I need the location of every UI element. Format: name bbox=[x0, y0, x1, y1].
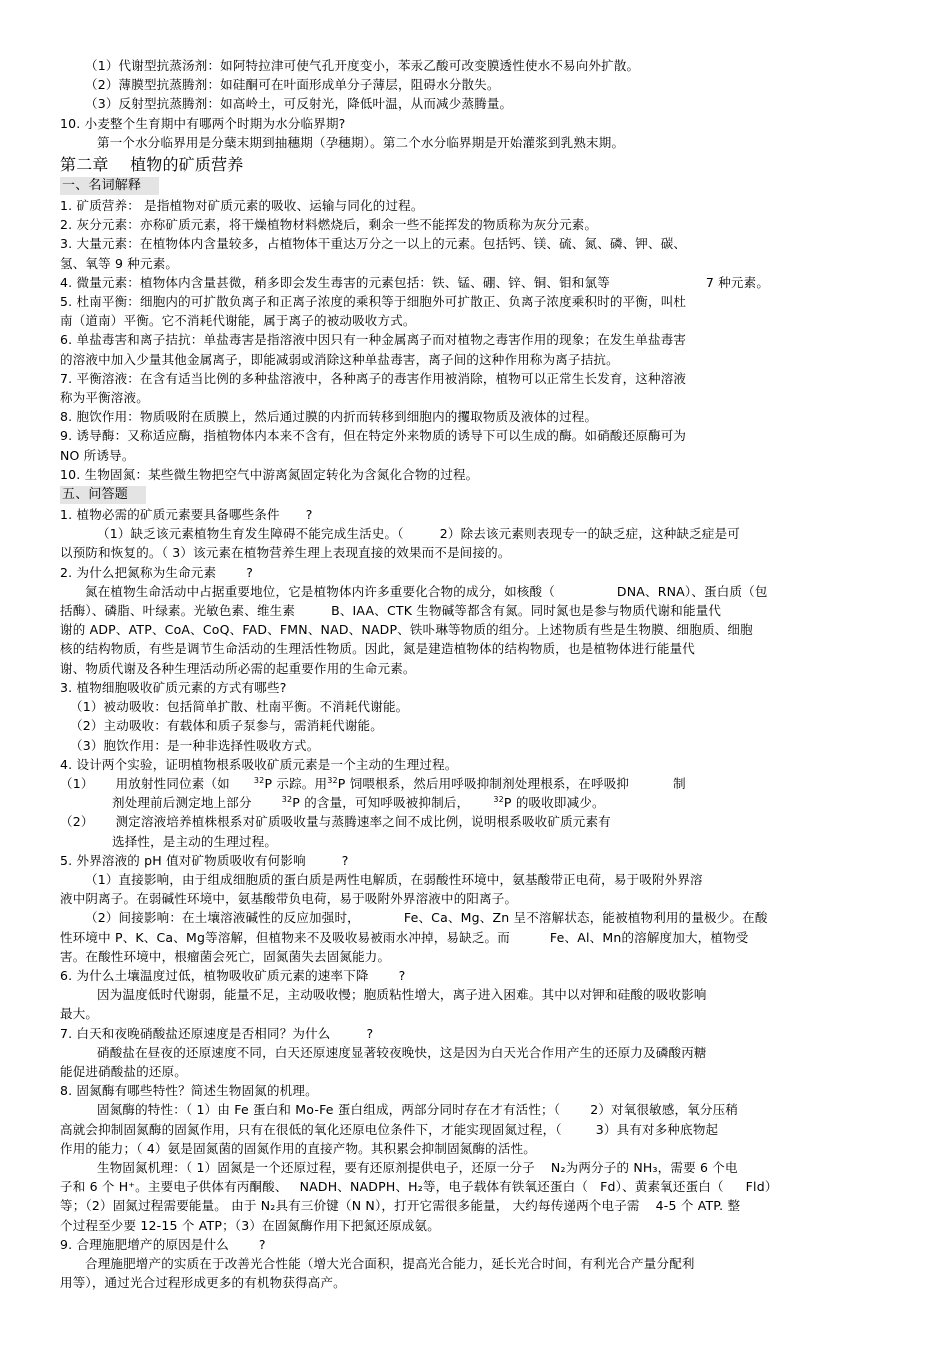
text-run: （1）缺乏该元素植物生育发生障碍不能完成生活史。（ bbox=[97, 526, 404, 542]
text-run: 9. 合理施肥增产的原因是什么 bbox=[60, 1236, 229, 1252]
text-line: 南（道南）平衡。它不消耗代谢能，属于离子的被动吸收方式。 bbox=[60, 313, 416, 329]
text-line: 8. 胞饮作用：物质吸附在质膜上，然后通过膜的内折而转移到细胞内的攫取物质及液体的过程。 bbox=[60, 409, 598, 425]
text-run: Fe、Ca、Mg、Zn 呈不溶解状态，能被植物利用的量极少。在酸 bbox=[403, 910, 768, 926]
text-run: 括酶）、磷脂、叶绿素。光敏色素、维生素 bbox=[60, 603, 296, 619]
text-line: 氢、氧等 9 种元素。 bbox=[60, 255, 179, 271]
text-line bbox=[60, 812, 890, 831]
section-heading: 五、问答题 bbox=[60, 486, 146, 504]
text-run: ? bbox=[366, 1025, 374, 1041]
text-run: 制 bbox=[673, 775, 686, 791]
text-run: 2. 为什么把氮称为生命元素 bbox=[60, 564, 217, 580]
text-line bbox=[60, 1100, 890, 1119]
text-line: 1. 矿质营养： 是指植物对矿质元素的吸收、运输与同化的过程。 bbox=[60, 198, 424, 214]
text-run: （2） bbox=[60, 814, 94, 830]
text-line: 6. 单盐毒害和离子拮抗：单盐毒害是指溶液中因只有一种金属离子而对植物之毒害作用的现象；在发生单盐毒害 bbox=[60, 332, 687, 348]
isotope-mass: 32 bbox=[281, 795, 293, 805]
text-run: P 饲喂根系，然后用呼吸抑制剂处理根系，在呼吸抑 bbox=[337, 775, 630, 791]
text-run: 3）具有对多种底物起 bbox=[595, 1121, 719, 1137]
text-run: B、IAA、CTK 生物碱等都含有氮。同时氮也是参与物质代谢和能量代 bbox=[331, 603, 722, 619]
text-line: （1）直接影响，由于组成细胞质的蛋白质是两性电解质，在弱酸性环境中，氨基酸带正电荷，易于吸附外界溶 bbox=[85, 871, 703, 887]
text-line: 10. 小麦整个生育期中有哪两个时期为水分临界期? bbox=[60, 115, 346, 131]
text-run: 等；（2）固氮过程需要能量。 由于 N₂具有三价键（N N），打开它需很多能量， 大约每传递两个电子需 bbox=[60, 1198, 640, 1214]
text-run: Fe、Al、Mn的溶解度加大，植物受 bbox=[549, 929, 749, 945]
text-run: P 的含量，可知呼吸被抑制后， bbox=[292, 795, 470, 811]
text-line: 8. 固氮酶有哪些特性？简述生物固氮的机理。 bbox=[60, 1083, 318, 1099]
text-line bbox=[60, 524, 890, 543]
text-line: 选择性，是主动的生理过程。 bbox=[112, 833, 278, 849]
text-run: 4. 微量元素：植物体内含量甚微，稍多即会发生毒害的元素包括：铁、锰、硼、锌、铜、钼和氯等 bbox=[60, 274, 610, 290]
text-line: （1）代谢型抗蒸汤剂：如阿特拉津可使气孔开度变小，苯汞乙酸可改变膜透性使水不易向外扩散。 bbox=[85, 58, 640, 73]
text-run: ? bbox=[398, 967, 406, 983]
text-line: 害。在酸性环境中，根瘤菌会死亡，固氮菌失去固氮能力。 bbox=[60, 948, 391, 964]
text-line bbox=[60, 793, 890, 812]
text-line: 硝酸盐在昼夜的还原速度不同，白天还原速度显著较夜晚快，这是因为白天光合作用产生的还原力及磷酸丙糖 bbox=[97, 1044, 707, 1060]
text-line bbox=[60, 1177, 890, 1196]
text-line: 以预防和恢复的。（ 3）该元素在植物营养生理上表现直接的效果而不是间接的。 bbox=[60, 545, 511, 561]
text-run: ? bbox=[305, 507, 313, 523]
text-run: ? bbox=[246, 564, 254, 580]
text-line: （2）主动吸收：有载体和质子泵参与，需消耗代谢能。 bbox=[70, 718, 383, 734]
chapter-title: 第二章 植物的矿质营养 bbox=[60, 155, 244, 175]
text-line: 3. 大量元素：在植物体内含量较多，占植物体干重达万分之一以上的元素。包括钙、镁、硫、氮、磷、钾、碳、 bbox=[60, 236, 687, 252]
text-line bbox=[60, 1158, 890, 1177]
text-line: 核的结构物质，有些是调节生命活动的生理活性物质。因此，氮是建造植物体的结构物质，也是植物体进行能量代 bbox=[60, 641, 696, 657]
text-run: DNA、RNA）、蛋白质（包 bbox=[616, 583, 768, 599]
text-run: 7. 白天和夜晚硝酸盐还原速度是否相同？为什么 bbox=[60, 1025, 331, 1041]
text-line: 称为平衡溶液。 bbox=[60, 390, 149, 406]
text-line: 用等），通过光合过程形成更多的有机物获得高产。 bbox=[60, 1275, 346, 1291]
text-run: N₂为两分子的 NH₃，需要 6 个电 bbox=[550, 1159, 738, 1175]
text-line bbox=[60, 563, 890, 582]
text-run: （1） bbox=[60, 775, 94, 791]
text-line: 的溶液中加入少量其他金属离子，即能减弱或消除这种单盐毒害，离子间的这种作用称为离子拮抗。 bbox=[60, 351, 619, 367]
text-line bbox=[60, 582, 890, 601]
text-run: 4-5 个 ATP. 整 bbox=[655, 1198, 741, 1214]
text-line bbox=[60, 774, 890, 793]
text-line: 液中阴离子。在弱碱性环境中，氨基酸带负电荷，易于吸附外界溶液中的阳离子。 bbox=[60, 891, 518, 907]
text-line: （1）被动吸收：包括简单扩散、杜南平衡。不消耗代谢能。 bbox=[70, 699, 409, 715]
text-run: 测定溶液培养植株根系对矿质吸收量与蒸腾速率之间不成比例，说明根系吸收矿质元素有 bbox=[115, 814, 611, 830]
text-line: 4. 设计两个实验，证明植物根系吸收矿质元素是一个主动的生理过程。 bbox=[60, 756, 458, 772]
text-run: 7 种元素。 bbox=[705, 274, 770, 290]
document-page bbox=[60, 56, 890, 1292]
text-line bbox=[60, 1196, 890, 1215]
text-line: 作用的能力；（ 4）氨是固氮菌的固氮作用的直接产物。其积累会抑制固氮酶的活性。 bbox=[60, 1140, 536, 1156]
text-run: 1. 植物必需的矿质元素要具备哪些条件 bbox=[60, 507, 280, 523]
text-run: 5. 外界溶液的 pH 值对矿物质吸收有何影响 bbox=[60, 852, 306, 868]
text-run: 子和 6 个 H⁺。主要电子供体有丙酮酸、 bbox=[60, 1179, 288, 1195]
text-run: ? bbox=[258, 1236, 266, 1252]
text-line bbox=[60, 908, 890, 927]
text-line bbox=[60, 1024, 890, 1043]
text-run: （2）间接影响：在土壤溶液碱性的反应加强时， bbox=[85, 910, 360, 926]
text-line: 第一个水分临界用是分蘖末期到抽穗期（孕穗期）。第二个水分临界期是开始灌浆到乳熟末期。 bbox=[97, 134, 625, 150]
text-run: 性环境中 P、K、Ca、Mg等溶解，但植物来不及吸收易被雨水冲掉，易缺乏。而 bbox=[60, 929, 510, 945]
text-run: 剂处理前后测定地上部分 bbox=[112, 795, 252, 811]
text-run: Fld） bbox=[745, 1179, 778, 1195]
text-line: 因为温度低时代谢弱，能量不足，主动吸收慢；胞质粘性增大，离子进入困难。其中以对钾和硅酸的吸收影响 bbox=[97, 987, 707, 1003]
text-run: P 示踪。用 bbox=[264, 775, 328, 791]
text-run: NADH、NADPH、H₂等，电子载体有铁氧还蛋白（ bbox=[299, 1179, 589, 1195]
isotope-mass: 32 bbox=[253, 775, 265, 785]
text-run: ? bbox=[341, 852, 349, 868]
text-line bbox=[60, 928, 890, 947]
text-line: 5. 杜南平衡：细胞内的可扩散负离子和正离子浓度的乘积等于细胞外可扩散正、负离子浓度乘积时的平衡，叫杜 bbox=[60, 294, 687, 310]
text-run: P 的吸收即减少。 bbox=[503, 795, 605, 811]
text-run: Fd）、黄素氧还蛋白（ bbox=[600, 1179, 724, 1195]
text-line: 3. 植物细胞吸收矿质元素的方式有哪些? bbox=[60, 679, 287, 695]
isotope-mass: 32 bbox=[493, 795, 504, 805]
text-line: （2）薄膜型抗蒸腾剂：如硅酮可在叶面形成单分子薄层，阻碍水分散失。 bbox=[85, 77, 500, 93]
text-line bbox=[60, 273, 890, 292]
text-line bbox=[60, 966, 890, 985]
text-line bbox=[60, 505, 890, 524]
text-line bbox=[60, 601, 890, 620]
text-run: 氮在植物生命活动中占据重要地位，它是植物体内许多重要化合物的成分，如核酸（ bbox=[85, 583, 555, 599]
text-line: （3）胞饮作用：是一种非选择性吸收方式。 bbox=[70, 737, 320, 753]
text-line bbox=[60, 1120, 890, 1139]
text-line: 谢的 ADP、ATP、CoA、CoQ、FAD、FMN、NAD、NADP、铁卟琳等物质的组分。上述物质有些是生物膜、细胞质、细胞 bbox=[60, 622, 753, 638]
text-line: 9. 诱导酶：又称适应酶，指植物体内本来不含有，但在特定外来物质的诱导下可以生成的酶。如硝酸还原酶可为 bbox=[60, 428, 687, 444]
text-line: 2. 灰分元素：亦称矿质元素，将干燥植物材料燃烧后，剩余一些不能挥发的物质称为灰分元素。 bbox=[60, 217, 598, 233]
text-line bbox=[60, 1235, 890, 1254]
text-line: 7. 平衡溶液：在含有适当比例的多种盐溶液中，各种离子的毒害作用被消除，植物可以正常生长发育，这种溶液 bbox=[60, 370, 687, 386]
text-run: 2）除去该元素则表现专一的缺乏症，这种缺乏症是可 bbox=[439, 526, 740, 542]
text-line: （3）反射型抗蒸腾剂：如高岭土，可反射光，降低叶温，从而减少蒸腾量。 bbox=[85, 96, 513, 112]
text-run: 2）对氧很敏感，氧分压稍 bbox=[590, 1102, 739, 1118]
section-heading: 一、名词解释 bbox=[60, 177, 159, 195]
text-line bbox=[60, 851, 890, 870]
text-run: 用放射性同位素（如 bbox=[115, 775, 230, 791]
text-line: 合理施肥增产的实质在于改善光合性能（增大光合面积，提高光合能力，延长光合时间，有利光合产量分配利 bbox=[85, 1255, 695, 1271]
text-line: NO 所诱导。 bbox=[60, 447, 135, 463]
text-line: 个过程至少要 12-15 个 ATP；（3）在固氮酶作用下把氮还原成氨。 bbox=[60, 1217, 440, 1233]
text-run: 生物固氮机理：（ 1）固氮是一个还原过程，要有还原剂提供电子，还原一分子 bbox=[97, 1159, 535, 1175]
text-line: 能促进硝酸盐的还原。 bbox=[60, 1063, 188, 1079]
text-run: 固氮酶的特性：（ 1）由 Fe 蛋白和 Mo-Fe 蛋白组成，两部分同时存在才有活性；（ bbox=[97, 1102, 561, 1118]
text-line: 最大。 bbox=[60, 1006, 99, 1022]
text-line: 10. 生物固氮：某些微生物把空气中游离氮固定转化为含氮化合物的过程。 bbox=[60, 466, 479, 482]
text-line: 谢、物质代谢及各种生理活动所必需的起重要作用的生命元素。 bbox=[60, 660, 416, 676]
isotope-mass: 32 bbox=[327, 775, 338, 785]
text-run: 高就会抑制固氮酶的固氮作用，只有在很低的氧化还原电位条件下，才能实现固氮过程，（ bbox=[60, 1121, 562, 1137]
text-run: 6. 为什么土壤温度过低，植物吸收矿质元素的速率下降 bbox=[60, 967, 369, 983]
